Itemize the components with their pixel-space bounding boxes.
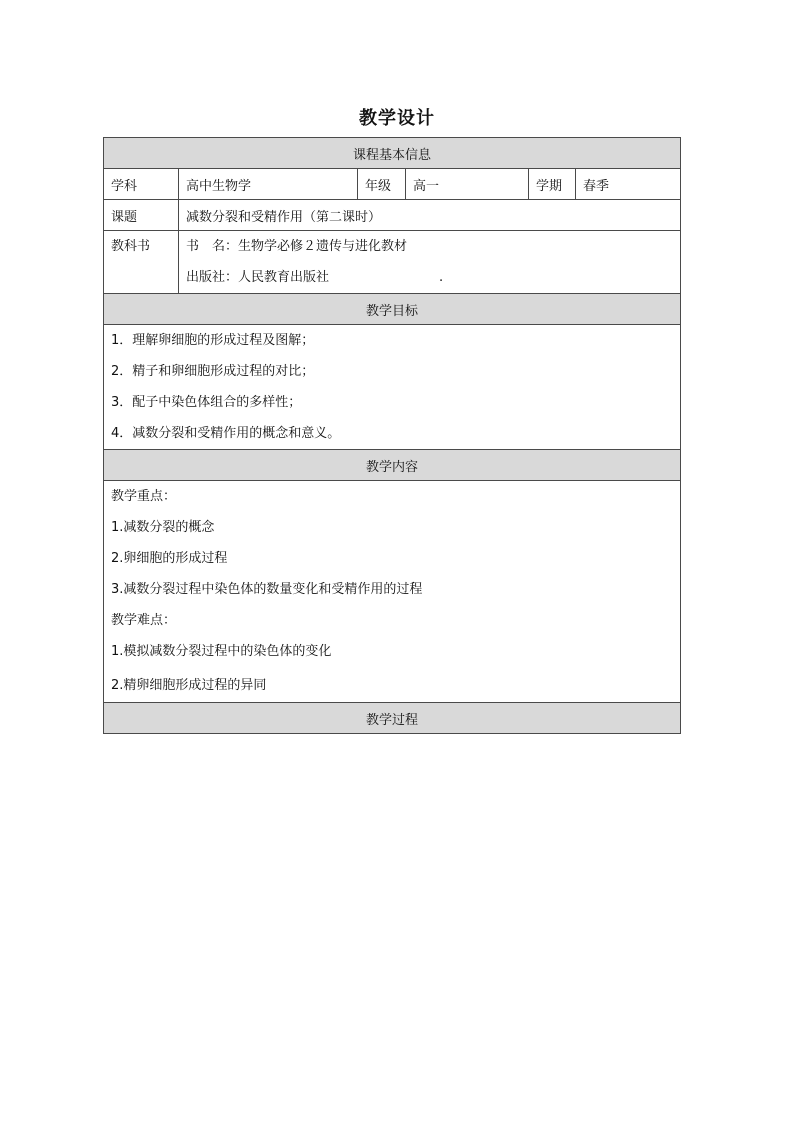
difficulty-item: 1.模拟减数分裂过程中的染色体的变化 [111,644,332,659]
content-header: 教学内容 [104,450,681,481]
publisher-line: 出版社：人民教育出版社 [186,270,330,285]
content-list [104,481,681,703]
topic-label: 课题 [104,200,179,231]
objective-item: 3．配子中染色体组合的多样性； [111,395,302,410]
content-header-row [104,450,681,481]
topic-value: 减数分裂和受精作用（第二课时） [179,200,681,231]
process-header: 教学过程 [104,703,681,734]
subject-value: 高中生物学 [179,169,358,200]
topic-row [104,200,681,231]
key-point-item: 3.减数分裂过程中染色体的数量变化和受精作用的过程 [111,582,423,597]
objectives-row [104,325,681,450]
subject-row [104,169,681,200]
term-label: 学期 [529,169,576,200]
textbook-label-text: 教科书 [111,239,151,254]
objective-item: 2．精子和卵细胞形成过程的对比； [111,364,315,379]
textbook-label [104,231,179,294]
textbook-value [179,231,681,294]
subject-label: 学科 [104,169,179,200]
publisher-trailing-mark: . [439,270,444,285]
key-point-item: 2.卵细胞的形成过程 [111,551,228,566]
grade-label: 年级 [358,169,406,200]
grade-value: 高一 [406,169,529,200]
objectives-header: 教学目标 [104,294,681,325]
difficulties-label: 教学难点： [111,613,177,628]
objective-item: 4．减数分裂和受精作用的概念和意义。 [111,426,341,441]
book-name-line: 书 名：生物学必修２遗传与进化教材 [186,239,408,254]
objective-item: 1．理解卵细胞的形成过程及图解； [111,333,315,348]
key-points-label: 教学重点： [111,489,177,504]
difficulty-item: 2.精卵细胞形成过程的异同 [111,678,267,693]
content-row [104,481,681,703]
page-title: 教学设计 [359,108,435,129]
key-point-item: 1.减数分裂的概念 [111,520,215,535]
basic-info-header-row [104,138,681,169]
publisher-line-wrap [186,262,673,293]
lesson-plan-table [103,137,681,734]
term-value: 春季 [576,169,681,200]
process-header-row [104,703,681,734]
objectives-header-row [104,294,681,325]
textbook-row [104,231,681,294]
objectives-list [104,325,681,450]
basic-info-header: 课程基本信息 [104,138,681,169]
